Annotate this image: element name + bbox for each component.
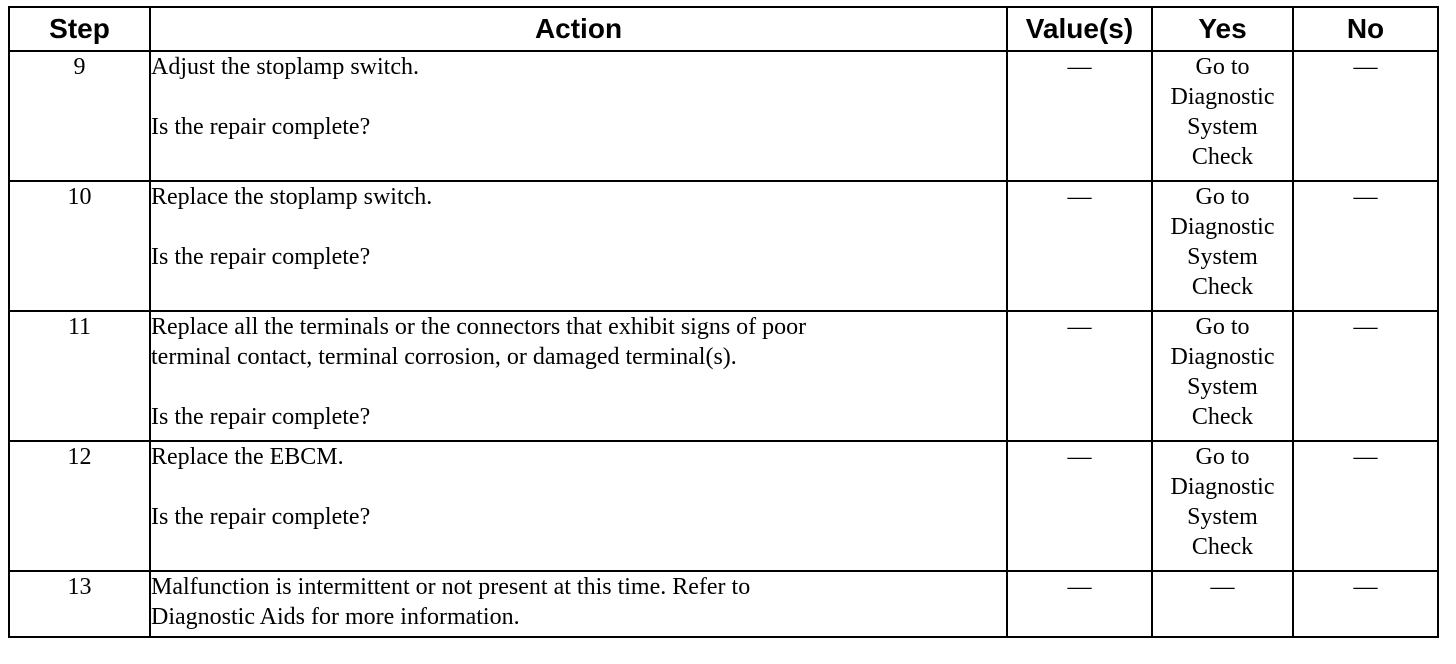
action-cell <box>150 311 1007 441</box>
yes-text: Diagnostic <box>1170 474 1275 500</box>
yes-text: Check <box>1191 404 1254 430</box>
value-cell: — <box>1007 51 1152 181</box>
diagnostic-table <box>8 6 1439 638</box>
value-cell: — <box>1007 441 1152 571</box>
step-cell: 11 <box>9 311 150 441</box>
action-cell <box>150 441 1007 571</box>
action-text: Replace the EBCM. <box>151 444 344 470</box>
action-cell <box>150 51 1007 181</box>
yes-text: System <box>1187 374 1258 400</box>
table-row <box>9 311 1438 441</box>
yes-cell: — <box>1152 571 1293 637</box>
yes-text: Diagnostic <box>1170 344 1275 370</box>
action-text: Diagnostic Aids for more information. <box>151 604 520 630</box>
action-text: Malfunction is intermittent or not present at this time. Refer to <box>151 574 751 600</box>
action-text: Replace all the terminals or the connectors that exhibit signs of poor <box>151 314 807 340</box>
step-cell: 12 <box>9 441 150 571</box>
action-text: Adjust the stoplamp switch. <box>151 54 419 80</box>
yes-cell <box>1152 311 1293 441</box>
table-row <box>9 51 1438 181</box>
yes-text: System <box>1187 504 1258 530</box>
action-question: Is the repair complete? <box>151 504 371 530</box>
yes-cell <box>1152 181 1293 311</box>
step-cell: 10 <box>9 181 150 311</box>
step-cell: 13 <box>9 571 150 637</box>
yes-text: Go to <box>1195 444 1250 470</box>
yes-text: Diagnostic <box>1170 84 1275 110</box>
yes-text: Check <box>1191 144 1254 170</box>
yes-text: Go to <box>1195 54 1250 80</box>
yes-cell <box>1152 51 1293 181</box>
yes-text: Diagnostic <box>1170 214 1275 240</box>
no-cell: — <box>1293 571 1438 637</box>
table-row <box>9 181 1438 311</box>
yes-text: Check <box>1191 274 1254 300</box>
action-question: Is the repair complete? <box>151 244 371 270</box>
header-action: Action <box>150 7 1007 51</box>
action-question: Is the repair complete? <box>151 114 371 140</box>
action-cell <box>150 571 1007 637</box>
header-yes: Yes <box>1152 7 1293 51</box>
value-cell: — <box>1007 311 1152 441</box>
yes-text: Go to <box>1195 184 1250 210</box>
yes-cell <box>1152 441 1293 571</box>
no-cell: — <box>1293 441 1438 571</box>
header-row <box>9 7 1438 51</box>
no-cell: — <box>1293 181 1438 311</box>
action-question: Is the repair complete? <box>151 404 371 430</box>
no-cell: — <box>1293 311 1438 441</box>
action-cell <box>150 181 1007 311</box>
step-cell: 9 <box>9 51 150 181</box>
header-no: No <box>1293 7 1438 51</box>
yes-text: Go to <box>1195 314 1250 340</box>
action-text: Replace the stoplamp switch. <box>151 184 433 210</box>
action-text: terminal contact, terminal corrosion, or damaged terminal(s). <box>151 344 737 370</box>
table-row <box>9 571 1438 637</box>
yes-text: Check <box>1191 534 1254 560</box>
value-cell: — <box>1007 571 1152 637</box>
header-step: Step <box>9 7 150 51</box>
header-values: Value(s) <box>1007 7 1152 51</box>
no-cell: — <box>1293 51 1438 181</box>
yes-text: System <box>1187 114 1258 140</box>
table-row <box>9 441 1438 571</box>
yes-text: System <box>1187 244 1258 270</box>
value-cell: — <box>1007 181 1152 311</box>
